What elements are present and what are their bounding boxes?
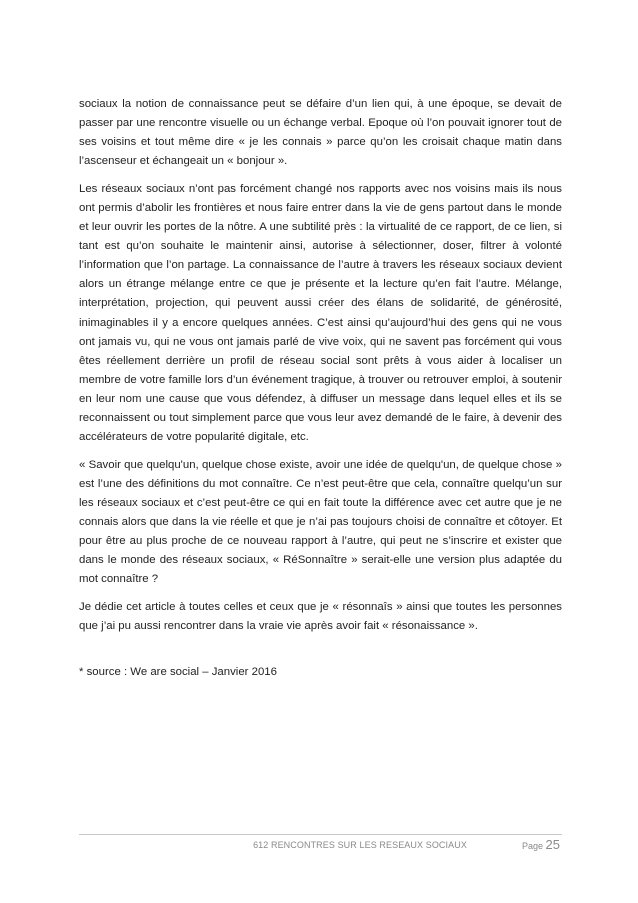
paragraph-4: Je dédie cet article à toutes celles et ceux que je « résonnaîs » ainsi que toutes les personnes que j’ai pu aussi rencontrer dans la vraie vie après avoir fait « résonaissance ». [79,600,562,632]
page-label: Page [521,841,544,851]
paragraph-2: Les réseaux sociaux n’ont pas forcément changé nos rapports avec nos voisins mais ils nous ont permis d’abolir les frontières et nous faire entrer dans la vie de gens partout dans le monde et leur ouvrir les portes de la nôtre. A une subtilité près : la virtualité de ce rapport, de ce lien, si tant est qu’on souhaite le maintenir ainsi, autorise à sélectionner, doser, filtrer à volonté l’information que l’on partage. La connaissance de l’autre à travers les réseaux sociaux devient alors un étrange mélange entre ce que je présente et la lecture qu’en fait l’autre. Mélange, interprétation, projection, qui peuvent aussi créer des élans de solidarité, de générosité, inimaginables il y a encore quelques années. C’est ainsi qu’aujourd’hui des gens qui ne vous ont jamais vu, qui ne vous ont jamais parlé de vive voix, qui ne savent pas forcément qui vous êtes réellement derrière un profil de réseau social sont prêts à vous aider à localiser un membre de votre famille lors d’un événement tragique, à trouver ou retrouver emploi, à soutenir en leur nom une cause que vous défendez, à diffuser un message dans lequel elles et ils se reconnaissent ou tout simplement parce que vous leur avez demandé de le faire, à devenir des accélérateurs de votre popularité digitale, etc. [79,182,562,444]
paragraph-1: sociaux la notion de connaissance peut se défaire d’un lien qui, à une époque, se devait de passer par une rencontre visuelle ou un échange verbal. Epoque où l’on pouvait ignorer tout de ses voisins et tout même dire « je les connais » parce qu’on les croisait chaque matin dans l’ascenseur et échangeait un « bonjour ». [79,98,562,168]
paragraph-spacer [79,645,562,663]
paragraph-3: « Savoir que quelqu'un, quelque chose existe, avoir une idée de quelqu'un, de quelque chose » est l’une des définitions du mot connaître. Ce n’est peut-être que cela, connaître quelqu’un sur les réseaux sociaux et c’est peut-être ce qui en fait toute la différence avec cet autre que je ne connais alors que dans la vie réelle et que je n’ai pas toujours choisi de connaître et côtoyer. Et pour être au plus proche de ce nouveau rapport à l’autre, qui peut ne s’inscrire et exister que dans le monde des réseaux sociaux, « RéSonnaître » serait-elle une version plus adaptée du mot connaître ? [79,458,562,586]
page-body [79,95,562,690]
footer-divider [79,834,562,835]
page-number-value: 25 [545,837,560,852]
source-note: * source : We are social – Janvier 2016 [79,665,277,678]
page-number [522,837,560,852]
footer-title: 612 RENCONTRES SUR LES RESEAUX SOCIAUX [253,840,467,850]
